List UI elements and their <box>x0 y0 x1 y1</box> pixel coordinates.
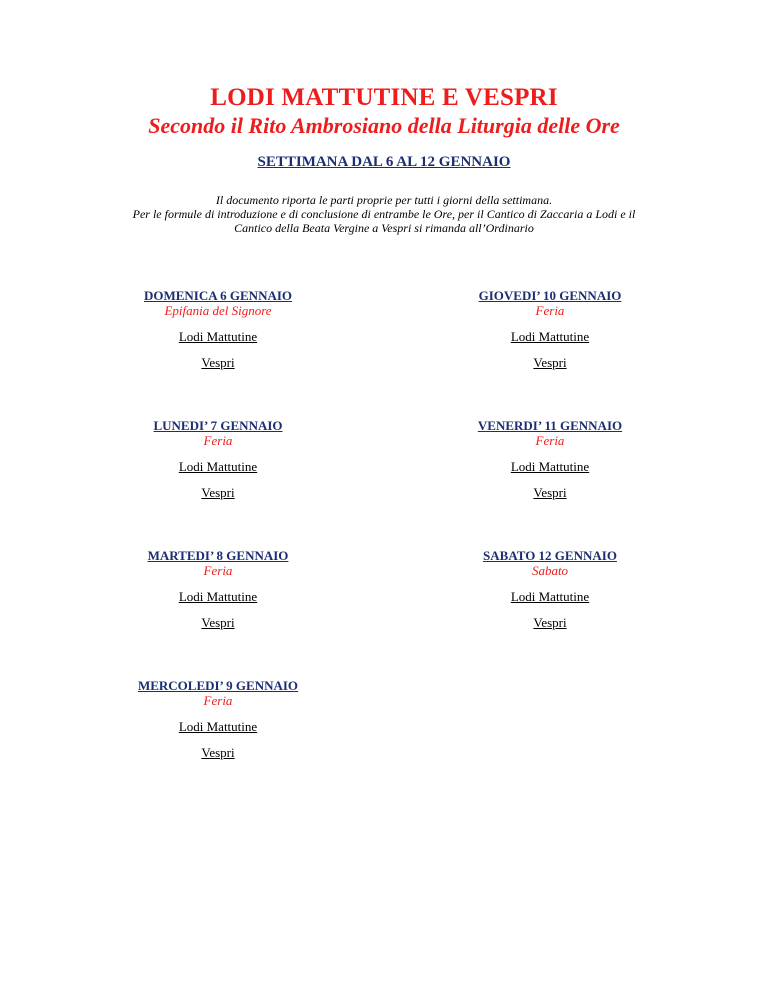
day-feast: Epifania del Signore <box>164 303 272 318</box>
vespri-link[interactable]: Vespri <box>533 355 567 370</box>
day-title-link[interactable]: SABATO 12 GENNAIO <box>483 548 617 563</box>
intro-line: Per le formule di introduzione e di conclusione di entrambe le Ore, per il Cantico di Zaccaria a Lodi e il <box>132 207 636 221</box>
day-block-giovedi <box>400 288 700 370</box>
day-feast: Sabato <box>531 563 569 578</box>
day-title-link[interactable]: LUNEDI’ 7 GENNAIO <box>153 418 283 433</box>
lodi-mattutine-link[interactable]: Lodi Mattutine <box>178 459 258 474</box>
vespri-link[interactable]: Vespri <box>201 485 235 500</box>
day-block-lunedi <box>68 418 368 500</box>
intro-line: Cantico della Beata Vergine a Vespri si rimanda all’Ordinario <box>234 221 534 235</box>
intro-line: Il documento riporta le parti proprie per tutti i giorni della settimana. <box>215 193 553 207</box>
day-title-link[interactable]: DOMENICA 6 GENNAIO <box>143 288 293 303</box>
day-title-link[interactable]: GIOVEDI’ 10 GENNAIO <box>478 288 622 303</box>
day-feast: Feria <box>203 433 233 448</box>
lodi-mattutine-link[interactable]: Lodi Mattutine <box>178 719 258 734</box>
vespri-link[interactable]: Vespri <box>201 615 235 630</box>
document-subtitle: Secondo il Rito Ambrosiano della Liturgia delle Ore <box>148 113 620 138</box>
day-title-link[interactable]: MERCOLEDI’ 9 GENNAIO <box>137 678 299 693</box>
day-block-mercoledi <box>68 678 368 760</box>
lodi-mattutine-link[interactable]: Lodi Mattutine <box>510 329 590 344</box>
day-feast: Feria <box>535 433 565 448</box>
day-block-venerdi <box>400 418 700 500</box>
vespri-link[interactable]: Vespri <box>533 485 567 500</box>
intro-note <box>40 193 728 235</box>
vespri-link[interactable]: Vespri <box>533 615 567 630</box>
vespri-link[interactable]: Vespri <box>201 745 235 760</box>
lodi-mattutine-link[interactable]: Lodi Mattutine <box>510 459 590 474</box>
vespri-link[interactable]: Vespri <box>201 355 235 370</box>
lodi-mattutine-link[interactable]: Lodi Mattutine <box>178 589 258 604</box>
day-block-sabato <box>400 548 700 630</box>
document-title: LODI MATTUTINE E VESPRI <box>210 84 558 111</box>
week-heading: SETTIMANA DAL 6 AL 12 GENNAIO <box>257 154 511 170</box>
day-title-link[interactable]: MARTEDI’ 8 GENNAIO <box>147 548 289 563</box>
day-block-martedi <box>68 548 368 630</box>
day-feast: Feria <box>203 693 233 708</box>
day-feast: Feria <box>535 303 565 318</box>
lodi-mattutine-link[interactable]: Lodi Mattutine <box>178 329 258 344</box>
day-feast: Feria <box>203 563 233 578</box>
lodi-mattutine-link[interactable]: Lodi Mattutine <box>510 589 590 604</box>
day-block-domenica <box>68 288 368 370</box>
day-title-link[interactable]: VENERDI’ 11 GENNAIO <box>477 418 623 433</box>
